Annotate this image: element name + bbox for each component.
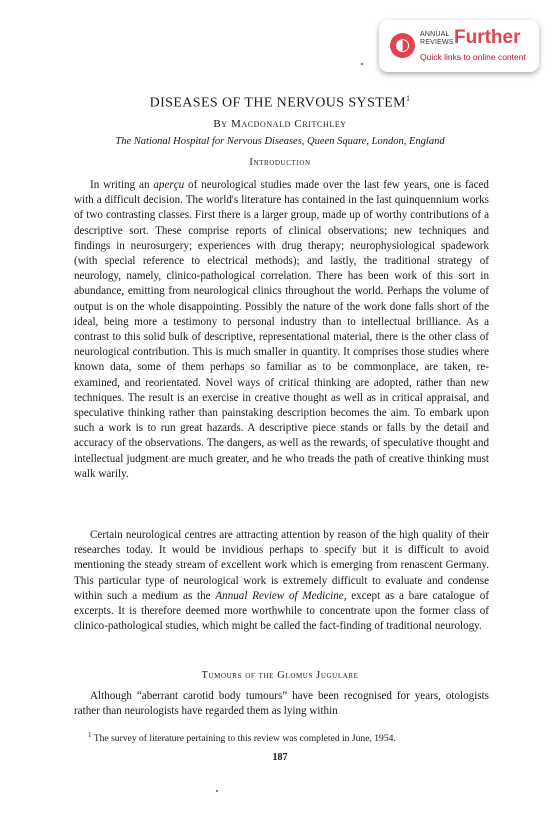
paragraph-2-italic: Annual Review of Medicine [215,589,344,602]
footnote-text: The survey of literature pertaining to this review was completed in June, 1954. [91,733,396,745]
speck [216,790,218,792]
section-heading-glomus: Tumours of the Glomus Jugulare [201,670,359,681]
section-heading-introduction: Introduction [249,157,311,168]
paragraph-1-text-b: of neurological studies made over the last few years, one is faced with a difficult decision. The world's literature has contained in the last quinquennium works of two contrasting classes. First there is a larger group, made up of worthy contributions of a descriptive sort. These comprise reports of clinical observations; new techniques and findings in neurosurgery; experiences with drug therapy; neurophysiological spadework (with special reference to electrical methods); and lastly, the traditional strategy of neurology, namely, clinico-pathological correlation. There has been work of this sort in abundance, emitting from neurological clinics throughout the world. Perhaps the volume of output is on the whole disappointing. Possibly the nature of the work done falls short of the ideal, being more a testimony to personal industry than to intellectual brilliance. As a contrast to this solid bulk of descriptive, representational material, there is the other class of neurological contribution. This is much smaller in quantity. It comprises those studies where known data, some of them perhaps so familiar as to be commonplace, are taken, re-examined, and reorientated. Novel ways of critical thinking are adopted, rather than new techniques. The result is an exercise in creative thought as well as in critical appraisal, and speculative thinking rather than painstaking description becomes the aim. To embark upon such a work is to run great hazards. A descriptive piece stands or falls by the detail and accuracy of the observations. The dangers, as well as the rewards, of speculative thought and intellectual judgment are much greater, and he who treads the path of creative thinking must walk warily. [74,179,489,480]
affiliation: The National Hospital for Nervous Diseases, Queen Square, London, England [115,136,445,147]
quick-links-label: Quick links to online content [420,52,526,62]
paragraph-2 [74,528,489,634]
paragraph-3: Although “aberrant carotid body tumours” have been recognised for years, otologists rather than neurologists have regarded them as lying within [74,690,489,718]
speck [361,63,363,65]
footnote [74,731,489,744]
paragraph-1-italic: aperçu [153,179,185,191]
article-title-text: DISEASES OF THE NERVOUS SYSTEM [149,95,407,111]
article-title [0,94,560,112]
title-footnote-marker: 1 [406,94,411,103]
annual-reviews-wordmark [420,31,454,47]
paragraph-1-text-a: In writing an [90,179,154,191]
further-badge[interactable] [379,20,539,72]
annual-label: ANNUAL [420,31,450,38]
paragraph-1 [74,178,489,482]
further-label: Further [454,27,521,48]
page-number: 187 [272,752,288,763]
annual-reviews-logo-icon: ◐ [390,33,415,58]
author-line: By Macdonald Critchley [213,118,347,130]
footnote-marker: 1 [88,731,92,739]
paragraph-2-text-a: Certain neurological centres are attracting attention by reason of the high quality of their researches today. It would be invidious perhaps to specify but it is difficult to avoid mentioning the steady stream of excellent work which is emerging from renascent Germany. This particular type of neurological work is extremely difficult to evaluate and condense within such a medium as the [74,529,489,602]
reviews-label: REVIEWS [420,39,454,46]
paragraph-2-text-b: , except as a bare catalogue of excerpts. It is therefore deemed more worthwhile to concentrate upon the former class of clinico-pathological studies, which might be called the fact-finding of traditional neurology. [74,589,490,633]
